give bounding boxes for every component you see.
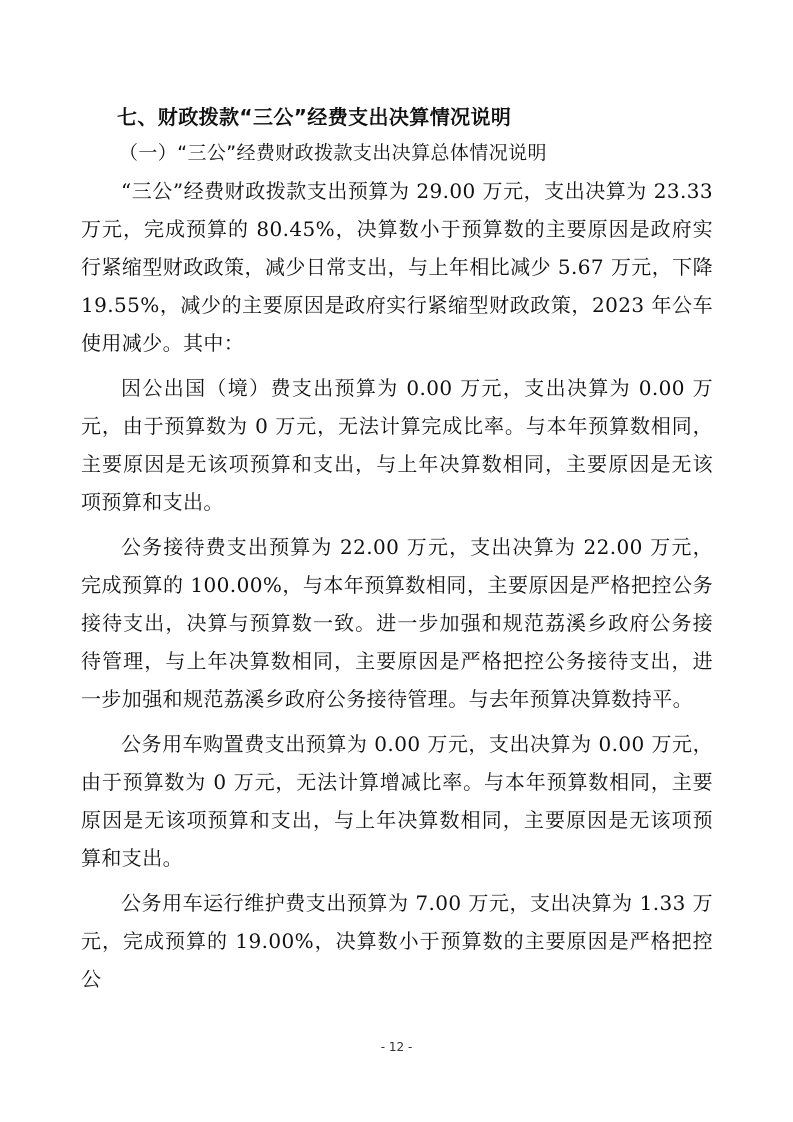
paragraph-vehicle-operation: 公务用车运行维护费支出预算为 7.00 万元，支出决算为 1.33 万元，完成预算的 19.00%，决算数小于预算数的主要原因是严格把控公 bbox=[81, 891, 713, 991]
paragraph-overseas-travel: 因公出国（境）费支出预算为 0.00 万元，支出决算为 0.00 万元，由于预算数为 0 万元，无法计算完成比率。与本年预算数相同，主要原因是无该项预算和支出，与上年决算数相同，主要原因是无该项预算和支出。 bbox=[81, 376, 713, 514]
paragraph-vehicle-purchase: 公务用车购置费支出预算为 0.00 万元，支出决算为 0.00 万元，由于预算数为 0 万元，无法计算增减比率。与本年预算数相同，主要原因是无该项预算和支出，与上年决算数相同，主要原因是无该项预算和支出。 bbox=[81, 732, 713, 870]
page-number: - 12 - bbox=[380, 1040, 413, 1054]
document-body bbox=[81, 102, 713, 1005]
section-heading: 七、财政拨款“三公”经费支出决算情况说明 bbox=[117, 105, 512, 129]
paragraph-official-reception: 公务接待费支出预算为 22.00 万元，支出决算为 22.00 万元，完成预算的 100.00%，与本年预算数相同，主要原因是严格把控公务接待支出，决算与预算数一致。进一步加强和规范荔溪乡政府公务接待管理，与上年决算数相同，主要原因是严格把控公务接待支出，进一步加强和规范荔溪乡政府公务接待管理。与去年预算决算数持平。 bbox=[81, 535, 713, 711]
paragraph-overview: “三公”经费财政拨款支出预算为 29.00 万元，支出决算为 23.33 万元，完成预算的 80.45%，决算数小于预算数的主要原因是政府实行紧缩型财政政策，减少日常支出，与上年相比减少 5.67 万元，下降 19.55%，减少的主要原因是政府实行紧缩型财政政策，2023 年公车使用减少。其中： bbox=[81, 179, 713, 355]
subsection-heading: （一）“三公”经费财政拨款支出决算总体情况说明 bbox=[119, 142, 547, 164]
